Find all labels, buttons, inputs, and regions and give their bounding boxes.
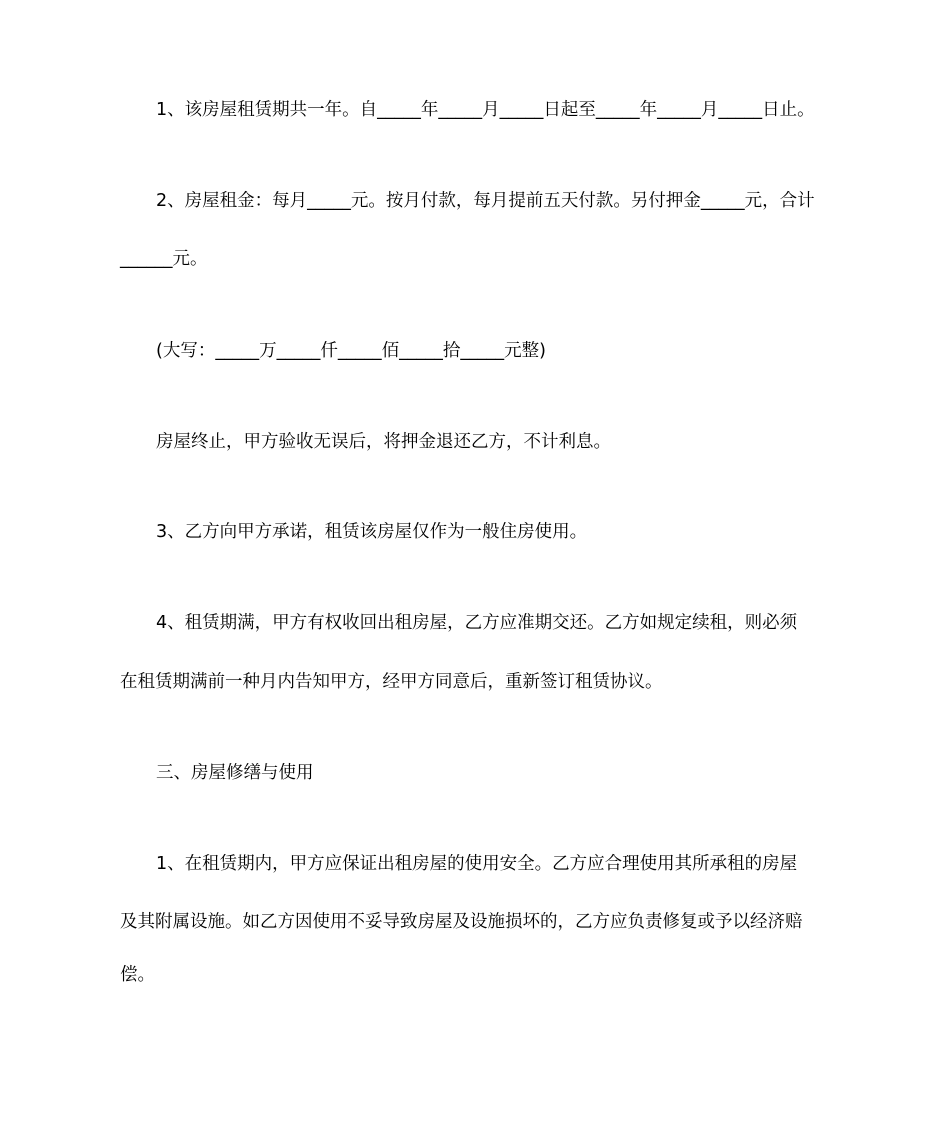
clause-4-lease-expiry: 4、租赁期满，甲方有权收回出租房屋，乙方应准期交还。乙方如规定续租，则必须 (156, 613, 798, 633)
clause-2-rent-total: ______元。 (120, 249, 208, 269)
clause-3-residential-use: 3、乙方向甲方承诺，租赁该房屋仅作为一般住房使用。 (156, 522, 588, 542)
clause-1-lease-term: 1、该房屋租赁期共一年。自_____年_____月_____日起至_____年_____月_____日止。 (156, 100, 815, 120)
section-3-clause-1-cont: 及其附属设施。如乙方因使用不妥导致房屋及设施损坏的，乙方应负责修复或予以经济赔 (120, 912, 803, 932)
section-3-heading: 三、房屋修缮与使用 (156, 763, 314, 783)
section-3-clause-1: 1、在租赁期内，甲方应保证出租房屋的使用安全。乙方应合理使用其所承租的房屋 (156, 854, 798, 874)
clause-4-renewal: 在租赁期满前一种月内告知甲方，经甲方同意后，重新签订租赁协议。 (120, 672, 663, 692)
clause-2-amount-in-words: (大写：_____万_____仟_____佰_____拾_____元整) (156, 341, 546, 361)
deposit-refund-text: 房屋终止，甲方验收无误后，将押金退还乙方，不计利息。 (156, 432, 611, 452)
section-3-clause-1-end: 偿。 (120, 965, 155, 985)
clause-2-rent: 2、房屋租金：每月_____元。按月付款，每月提前五天付款。另付押金_____元，合计 (156, 191, 815, 211)
